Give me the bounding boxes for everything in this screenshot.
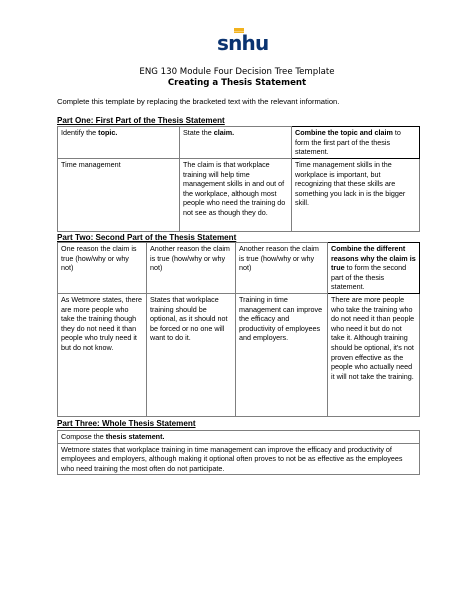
claim-header-text: State the (183, 128, 214, 137)
thesis-statement-cell[interactable]: Wetmore states that workplace training in time management can improve the efficacy and productivity of employees and employers, although making it optional often proves to not be as effective as the employees who need training the most often do not participate. (58, 443, 420, 475)
reason-three-header-cell: Another reason the claim is true (how/why or why not) (236, 243, 328, 294)
combine-reasons-header-text: to form the second part of the thesis statement. (331, 263, 407, 292)
table-header-row (58, 431, 420, 444)
instructions-text: Complete this template by replacing the bracketed text with the relevant information. (57, 97, 340, 106)
thesis-prompt-text: Compose the (61, 432, 106, 441)
table-header-row (58, 243, 420, 294)
table-row (58, 159, 420, 232)
table-row (58, 443, 420, 475)
thesis-prompt-cell (58, 431, 420, 444)
combine-reasons-header-cell (328, 243, 420, 294)
reason-three-cell[interactable]: Training in time management can improve the efficacy and productivity of employees and employers. (236, 294, 328, 417)
document-subtitle: Creating a Thesis Statement (167, 78, 307, 88)
document-title: ENG 130 Module Four Decision Tree Template (139, 67, 335, 77)
topic-header-text: Identify the (61, 128, 99, 137)
table-row (58, 294, 420, 417)
topic-header-bold: topic. (98, 128, 118, 137)
claim-header-cell (180, 127, 292, 159)
combined-reasons-cell[interactable]: There are more people who take the training who do not need it than people who need it but do not take it. Although training should be optional, it's not proven effective as the people who actually need it will not take the training. (328, 294, 420, 417)
combine-header-text: to form the first part of the thesis statement. (295, 128, 401, 157)
thesis-prompt-bold: thesis statement. (105, 432, 165, 441)
claim-cell[interactable]: The claim is that workplace training will help time management skills in and out of the workplace, although most people who need the training do not see as though they do. (180, 159, 292, 232)
reason-one-cell[interactable]: As Wetmore states, there are more people who take the training though they do not need it than people who truly need it but do not know. (58, 294, 147, 417)
part-two-table (57, 242, 420, 417)
part-one-table (57, 126, 420, 232)
combine-header-cell (292, 127, 420, 159)
combine-header-bold: Combine the topic and claim (295, 128, 393, 137)
combine-reasons-header-bold: Combine the different reasons why the claim is true (331, 244, 416, 273)
combined-cell[interactable]: Time management skills in the workplace is important, but recognizing that these skills are something you lack in is the bigger skill. (292, 159, 420, 232)
topic-cell[interactable]: Time management (58, 159, 180, 232)
part-three-table (57, 430, 420, 475)
reason-two-header-cell: Another reason the claim is true (how/why or why not) (147, 243, 236, 294)
logo-text: snhu (217, 31, 269, 55)
reason-two-cell[interactable]: States that workplace training should be optional, as it should not be forced or no one will want to do it. (147, 294, 236, 417)
topic-header-cell (58, 127, 180, 159)
part-two-heading: Part Two: Second Part of the Thesis Statement (57, 233, 237, 242)
table-header-row (58, 127, 420, 159)
reason-one-header-cell: One reason the claim is true (how/why or why not) (58, 243, 147, 294)
snhu-logo (217, 28, 269, 58)
claim-header-bold: claim. (213, 128, 235, 137)
part-three-heading: Part Three: Whole Thesis Statement (57, 419, 196, 428)
part-one-heading: Part One: First Part of the Thesis Statement (57, 116, 225, 125)
